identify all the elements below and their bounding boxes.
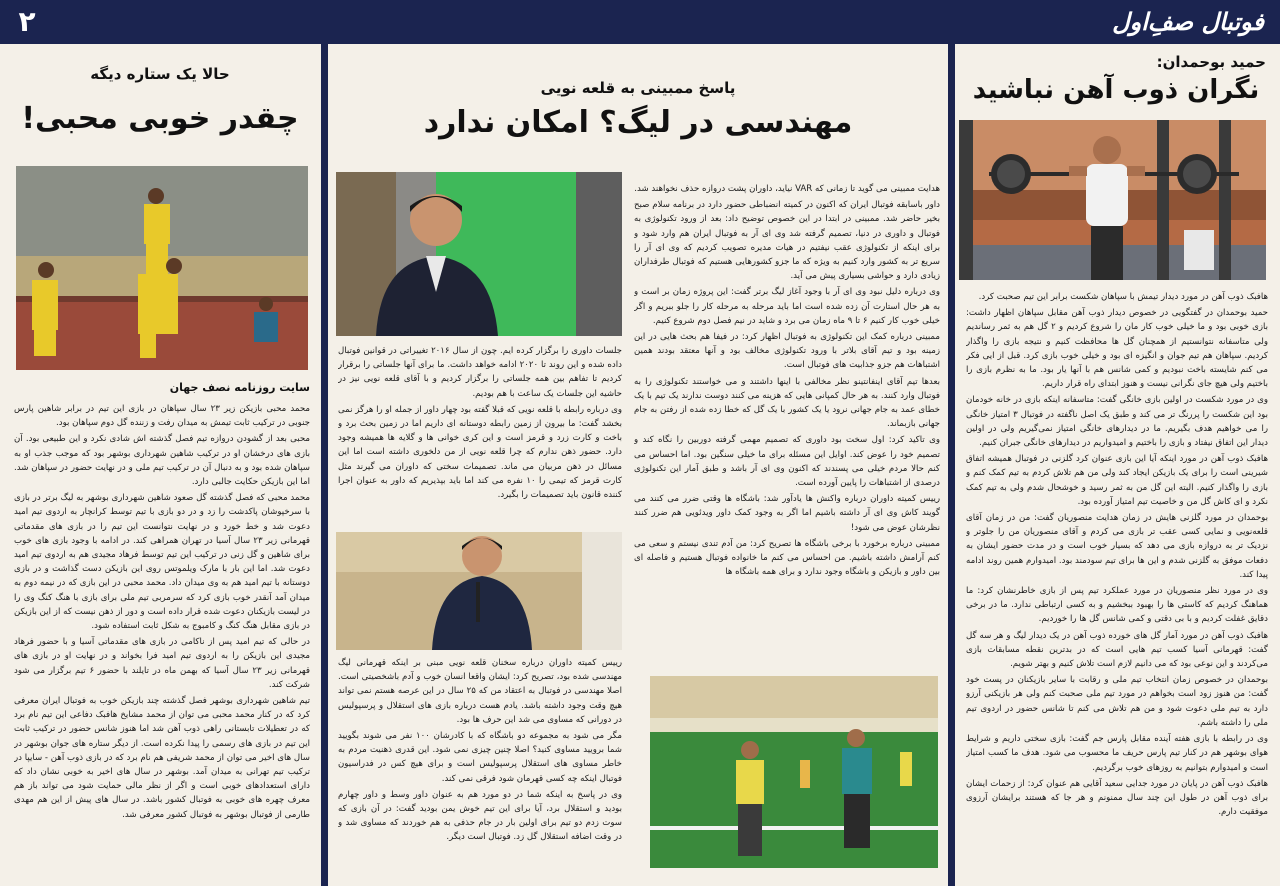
left-paragraph: تیم شاهین شهرداری بوشهر فصل گذشته چند بازیکن خوب به فوتبال ایران معرفی کرد که در کنار محمد محبی می توان از محمد مشایخ هافبک دفاعی این تیم نام برد که در تعطیلات تابستانی راهی ذوب آهن شد اما هنوز شانس حضور در ترکیب ثابت این تیم در بازی های رسمی را پیدا نکرده است. از دیگر ستاره های جوان بوشهر در سال های اخیر می توان از محمد شریفی هم نام برد که در بازی ذوب آهن - سایپا در ترکیب تیم تهرانی به میدان آمد. بوشهر در سال های اخیر به خوبی نشان داد که دارای استعدادهای خوبی است و اگر از نظر مالی حمایت شود می تواند باز هم معرف چهره های خوبی به فوتبال کشور باشد. در سال های پیش از این هم مهدی طارمی از فوتبال بوشهر به فوتبال کشور معرفی شد. bbox=[14, 696, 310, 820]
middle-article-kicker: پاسخ ممبینی به قلعه نویی bbox=[540, 79, 736, 97]
middle-paragraph: بعدها تیم آقای اینفانتینو نظر مخالفی با اینها داشتند و می خواستند تکنولوژی را به فوتبال وارد کنند. به هر حال کمپانی هایی که هزینه می کنند دوست ندارند یک تیم با یک خطای عمد به جام جهانی نرود یا یک کشور با یک گل که خطا زده شده از رفتن به جام جهانی بازبماند. bbox=[634, 376, 940, 430]
middle-paragraph: وی تاکید کرد: اول سخت بود داوری که تصمیم مهمی گرفته دوربین را نگاه کند و تصمیم خود را عوض کند. اوایل این مسئله برای ما خیلی سنگین بود. اما احساس می کنم حالا مردم خیلی می پسندند که اکنون وی ای آر باشد و طبق آمار این تکنولوژی درصدی از اشتباهات را پایین آورده است. bbox=[634, 435, 940, 489]
middle-paragraph: وی درباره رابطه با قلعه نویی که قبلا گفته بود چهار داور از جمله او را هرگز نمی بخشد گفت: ما بیرون از زمین رابطه دوستانه ای داریم اما در زمین بحث برد و باخت و کارت زرد و قرمز است و این کری خوانی ها و گلایه ها همیشه وجود دارد. حضور ذهن ندارم که چرا قلعه نویی از من دلخوری داشته است اما این مسائل در ذهن مربیان می ماند. تصمیمات سختی که داوران می گیرند مثل کارت قرمز که تیمی را ۱۰ نفره می کند اما باید بپذیریم که داور به عنوان اجرا کننده قانون باید تصمیمات را بگیرد. bbox=[338, 404, 622, 501]
masthead-logo: فوتبال صف‌ِاول bbox=[1112, 7, 1264, 36]
middle-body-c bbox=[338, 656, 622, 884]
middle-paragraph: وی در پاسخ به اینکه شما در دو مورد هم به عنوان داور وسط و داور چهارم بودید و استقلال برد، آیا برای این تیم خوش یمن بودید گفت: در آن بازی که سوت زدم دو تیم برای اولین بار در جام حذفی به هم خوردند که مساوی شد و در وقت اضافه استقلال گل زد. فوتبال است دیگر. bbox=[338, 789, 622, 843]
left-article-source: سایت روزنامه نصف جهان bbox=[169, 381, 310, 394]
left-article-headline: چقدر خوبی محبی! bbox=[21, 101, 299, 136]
middle-paragraph: مگر می شود به مجموعه دو باشگاه که با کادرشان ۱۰۰ نفر می شوند بگویید شما برویید مساوی کنید؟ اصلا چنین چیزی نمی شود. این قدری ذهنیت مردم به خاطر مساوی های استقلال پرسپولیس است و برای هیچ کس در فدراسیون فوتبال اینکه چه کسی قهرمان شود فرقی نمی کند. bbox=[338, 731, 622, 784]
middle-paragraph: هدایت ممبینی می گوید تا زمانی که VAR نیاید، داوران پشت دروازه حذف نخواهند شد. bbox=[634, 184, 940, 194]
speaker-photo-edge bbox=[582, 532, 622, 650]
left-article-body bbox=[14, 402, 310, 886]
right-article-headline: نگران ذوب آهن نباشید bbox=[972, 75, 1260, 105]
right-article-body bbox=[966, 290, 1268, 886]
goal-celebration-photo bbox=[16, 166, 308, 370]
left-paragraph: محمد محبی که فصل گذشته گل صعود شاهین شهرداری بوشهر به لیگ برتر در بازی با سرخپوشان پاکدشت را زد و در دو بازی با تیم توسط کرانچار به اردوی تیم امید دعوت شد و خط خورد و در نهایت نتوانست این تیم را در بازی های مقدماتی قهرمانی زیر ۲۳ سال آسیا در تهران همراهی کند. در ادامه با وجود بازی های خوب برای شاهین و گل زنی در ترکیب این تیم توسط فرهاد مجیدی هم به اردوی تیم امید دعوت شد. اما این بار با مارک ویلموتس روی این بازیکن دست گذاشت و در بازی دوستانه با تیم امید هم به وی میدان داد. محمد محبی در این بازی که در نیمه دوم به میدان آمد آنقدر خوب بازی کرد که سرمربی تیم ملی برای بازی با هنگ کنگ وی را در لیست بازیکنان دعوت شده قرار داده است و دور از ذهن نیست که از این بازیکن در بازی مقابل هنگ کنگ و کامبوج به شکل ثابت استفاده شود. bbox=[14, 493, 310, 632]
weightlifting-photo bbox=[959, 120, 1266, 280]
middle-article bbox=[328, 44, 948, 886]
right-article bbox=[955, 44, 1280, 886]
middle-paragraph: وی درباره دلیل نبود وی ای آر با وجود آغاز لیگ برتر گفت: این پروژه زمان بر است و به هر حال استارت آن زده شده است اما باید مرحله به مرحله کار را جلو ببریم و اگر خیلی خوب کار کنیم ۶ تا ۹ ماه زمان می برد و شاید در نیم فصل دوم شروع کنیم. bbox=[634, 287, 940, 326]
top-banner bbox=[0, 0, 1280, 44]
left-paragraph: در حالی که تیم امید پس از ناکامی در بازی های مقدماتی آسیا و با حضور فرهاد مجیدی این بازیکن را به اردوی تیم امید فرا بخواند و در نهایت او در بازی های قهرمانی زیر ۲۳ سال آسیا که بهمن ماه در تایلند با حضور ۶ تیم برگزار می شود شرکت کند. bbox=[14, 637, 310, 690]
middle-paragraph: جلسات داوری را برگزار کرده ایم. چون از سال ۲۰۱۶ تغییراتی در قوانین فوتبال داده شده و این روند تا ۲۰۲۰ ادامه خواهد داشت. ما برای آنها جلساتی را برقرار کردیم تا تفاهم بین همه جلساتی را برگزار کردیم و با آقای قلعه نویی نیز در حاشیه این جلسات یک ساعت با هم بودیم. bbox=[338, 346, 622, 399]
middle-photo-caption: رییس کمیته داوران درباره سخنان قلعه نویی مبنی بر اینکه قهرمانی لیگ مهندسی شده بود، تصریح کرد: ایشان واقعا انسان خوب و آدم باشخصیتی است. اصلا مهندسی در فوتبال به اعتقاد من که ۲۵ سال در این عرصه هستم نمی تواند هیچ وقت وجود داشته باشد. یادم هست درباره بازی های استقلال و پرسپولیس در دورانی که مساوی می شد این حرف ها بود. bbox=[338, 658, 622, 725]
left-article bbox=[0, 44, 321, 886]
middle-paragraph: رییس کمیته داوران درباره واکنش ها یادآور شد: باشگاه ها وقتی ضرر می کنند می گویند کاش وی ای آر داشته باشیم اما اگر به وجود کمک داور ویدئویی هم ضرر کنند نظرشان عوض می شود! bbox=[634, 494, 940, 533]
middle-body-a bbox=[634, 182, 940, 668]
page-number: ۲ bbox=[18, 5, 36, 38]
left-paragraph: محبی بعد از گشودن دروازه تیم فصل گذشته اش شادی نکرد و این طبیعی بود. آن بازی های درخشان او در ترکیب شاهین شهرداری بوشهر بود که موجب جذب او به سپاهان شده بود و به دنبال آن در ترکیب تیم ملی و در نهایت حضور در سپاهان شد. اما این بازیکن حکایت جالبی دارد. bbox=[14, 434, 310, 488]
training-photo bbox=[650, 676, 938, 868]
right-paragraph: هافبک ذوب آهن در مورد دیدار تیمش با سپاهان شکست برابر این تیم صحبت کرد. bbox=[978, 292, 1268, 302]
right-paragraph: وی در مورد شکست در اولین بازی خانگی گفت: متاسفانه اینکه بازی در خانه خودمان بود این شکست را پررنگ تر می کند و طبق یک اصل ناگفته در فوتبال ۳ امتیاز خانگی را می خواهیم هدف بگیریم. ما در دیدارهای خانگی امتیاز نمی‌گیریم ولی در اولین دیدار این اتفاق نیفتاد و بازی را باختیم و امیدواریم در دیدارهای خانگی جبران کنیم. bbox=[966, 395, 1268, 449]
left-paragraph: محمد محبی بازیکن زیر ۲۳ سال سپاهان در بازی این تیم در برابر شاهین پارس جنوبی در ترکیب ثابت تیمش به میدان رفت و زننده گل دوم سپاهان بود. bbox=[14, 404, 310, 429]
right-paragraph: هافبک ذوب آهن در مورد اینکه آیا این بازی عنوان کرد گلزنی در فوتبال همیشه اتفاق شیرینی است را برای یک بازیکن ایجاد کند ولی من هم تلاش کردم به تیم کمک کنم و بازی را واگذار کنیم. البته این گل من به ثمر رسید و خوشحال شدم ولی به تیم کمک نکرد و ای کاش گل من و خاصیت تیم امتیاز آورده بود. bbox=[966, 454, 1268, 507]
right-paragraph: وی در مورد نظر منصوریان در مورد عملکرد تیم پس از بازی خاطرنشان کرد: ما هماهنگ کردیم که کاستی ها را بهبود ببخشیم و به کسی ارتباطی ندارد. ما در برخی دقایق غفلت کردیم و با بی دقتی و کمی شانس گل ها را خوردیم. bbox=[966, 586, 1268, 625]
right-paragraph: وی در رابطه با بازی هفته آینده مقابل پارس جم گفت: بازی سختی داریم و شرایط هوای بوشهر هم در کنار تیم پارس حریف ما محسوب می شود. هدف ما کسب امتیاز است و امیدوارم بتوانیم به روزهای خوب برگردیم. bbox=[966, 734, 1268, 773]
middle-article-headline: مهندسی در لیگ؟ امکان ندارد bbox=[423, 105, 853, 140]
right-paragraph: حمید بوحمدان در گفتگویی در خصوص دیدار ذوب آهن مقابل سپاهان اظهار داشت: بازی خوبی بود و ما خیلی خوب کار مان را شروع کردیم و ۲ گل هم به ثمر رساندیم ولی متاسفانه نتوانستیم از همچنان گل ها محافظت کنیم و نتیجه بازی را واگذار کردیم. سپاهان هم تیم جوان و انگیزه ای بود و خیلی خوب بازی کرد. قبل از ایی فکر می کنم شایسته باخت نبودیم و کمی شانس هم با آنها یار بود. ما به نظرم بازی را باختیم ولی هیچ جای نگرانی نیست و هنوز ابتدای راه قرار داریم. bbox=[966, 308, 1268, 390]
column-divider-right bbox=[948, 44, 955, 886]
right-article-kicker: حمید بوحمدان: bbox=[1156, 53, 1266, 71]
column-divider-left bbox=[321, 44, 328, 886]
right-paragraph: بوحمدان در مورد گلزنی هایش در زمان هدایت منصوریان گفت: من در زمان آقای قلعه‌نویی و نمایی کسی عقب تر بازی می کردم و آقای منصوریان من را جلوتر و نزدیک تر به دروازه بازی می دهد که بسیار خوب است و در مدت حضور ایشان به دفعات موفق به گلزنی شدم و این ها برای تیم سودمند بود. امیدوارم همین روند ادامه پیدا کند. bbox=[966, 513, 1268, 580]
middle-paragraph: داور باسابقه فوتبال ایران که اکنون در کمیته انضباطی حضور دارد در برنامه سلام صبح بخیر حاضر شد. ممبینی در ابتدا در این خصوص توضیح داد: بعد از ورود تکنولوژی به فوتبال و داوری در دنیا، تصمیم گرفته شد وی ای آر به فوتبال ایران هم وارد شود و برای اینکه از تکنولوژی عقب نیفتیم در هیات مدیره تصویب کردیم که وی ای آر را سریع تر به کشور وارد کنیم به ویژه که ما جزو کشورهایی هستیم که فوتبال طرفداران زیادی دارد و حواشی بسیاری پیش می آید. bbox=[634, 200, 940, 282]
speaker-photo bbox=[336, 532, 582, 650]
middle-paragraph: ممبینی درباره برخورد با برخی باشگاه ها تصریح کرد: من آدم تندی نیستم و سعی می کنم آرامش داشته باشیم. من احساس می کنم ما خانواده فوتبال هستیم و فاصله ای بین داور و بازیکن و باشگاه وجود ندارد و برای همه باشگاه ها bbox=[634, 538, 940, 578]
right-paragraph: هافبک ذوب آهن در پایان در مورد جدایی سعید آقایی هم عنوان کرد: از زحمات ایشان برای ذوب آهن در طول این چند سال ممنونم و هر جا که هستند برایشان آرزوی موفقیت دارم. bbox=[966, 778, 1268, 818]
right-paragraph: هافبک ذوب آهن در مورد آمار گل های خورده ذوب آهن در یک دیدار لیگ و هر سه گل گفت: قهرمانی آسیا کسب تیم هایی است که در بدترین نقطه مسابقات بازی می‌کردند و این نوعی بود که می دانیم لازم است تلاش کنیم و بهتر شویم. bbox=[966, 630, 1268, 670]
middle-paragraph: ممبینی درباره کمک این تکنولوژی به فوتبال اظهار کرد: در فیفا هم بحث هایی در این زمینه بود و تیم آقای بلاتر با ورود تکنولوژی مخالف بود و آنها معتقد بودند همین اشتباهات هم جزو جذابیت های فوتبال است. bbox=[634, 332, 940, 371]
left-article-kicker: حالا یک ستاره دیگه bbox=[90, 65, 230, 83]
right-paragraph: بوحمدان در خصوص زمان انتخاب تیم ملی و رقابت با سایر بازیکنان در پست خود گفت: من هنوز زود است بخواهم در مورد تیم ملی صحبت کنم ولی هر بازیکنی آرزو دارد به تیم ملی دعوت شود و من هم تلاش می کنم تا شانس حضور در اردوی تیم ملی را داشته باشم. bbox=[966, 675, 1268, 728]
referee-portrait-photo bbox=[336, 172, 622, 336]
